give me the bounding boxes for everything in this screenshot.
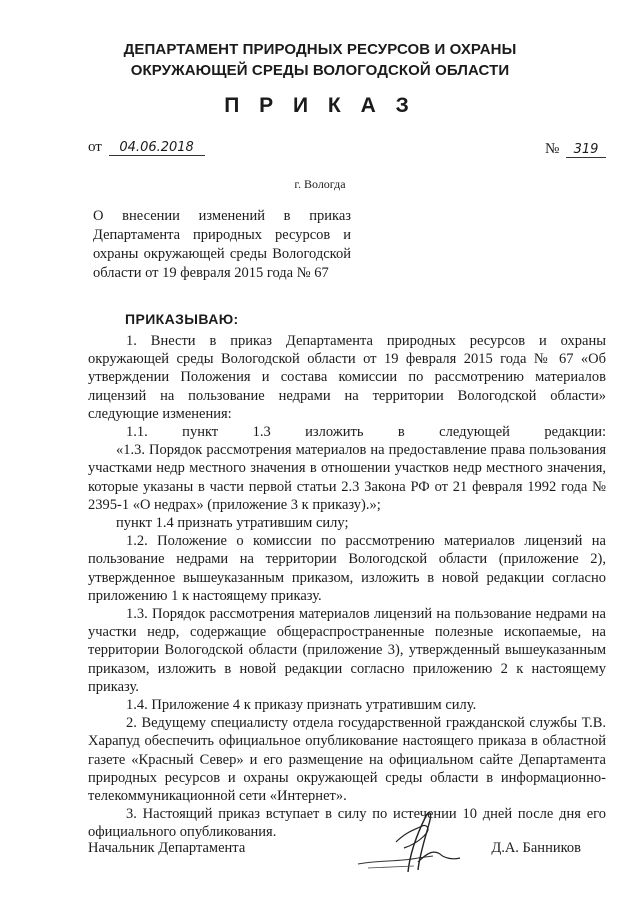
paragraph-1: 1. Внести в приказ Департамента природных ресурсов и охраны окружающей среды Вологодской области от 19 февраля 2015 года № 67 «Об утверждении Положения и состава комиссии по рассмотрению материалов лицензий на пользование недрами на территории Вологодской области» следующие изменения: xyxy=(88,333,606,422)
paragraph-3: 3. Настоящий приказ вступает в силу по истечении 10 дней после дня его официального опубликования. xyxy=(88,806,606,841)
date-prefix: от xyxy=(88,139,102,155)
paragraph-1-3: 1.3. Порядок рассмотрения материалов лицензий на пользование недрами на участки недр, содержащие общераспространенные полезные ископаемые, на территории Вологодской области (приложение 3), утвержденный вышеуказанным приказом, изложить в новой редакции согласно приложению 2 к настоящему приказу. xyxy=(88,606,606,695)
order-body xyxy=(88,332,606,842)
department-header-line1: ДЕПАРТАМЕНТ ПРИРОДНЫХ РЕСУРСОВ И ОХРАНЫ xyxy=(123,41,517,58)
order-date xyxy=(88,139,205,156)
document-type-title: П Р И К А З xyxy=(224,94,416,117)
order-number xyxy=(545,141,606,158)
paragraph-2: 2. Ведущему специалисту отдела государственной гражданской службы Т.В. Харапуд обеспечить официальное опубликование настоящего приказа в областной газете «Красный Север» и его размещение на официальном сайте Департамента природных ресурсов и охраны окружающей среды области в информационно-телекоммуникационной сети «Интернет». xyxy=(88,715,606,805)
signature-block xyxy=(88,840,606,866)
signer-name: Д.А. Банников xyxy=(491,840,581,856)
city-label: г. Вологда xyxy=(294,177,346,191)
handwritten-number: 319 xyxy=(566,142,606,158)
paragraph-1-2: 1.2. Положение о комиссии по рассмотрению материалов лицензий на пользование недрами на территории Вологодской области (приложение 2), утвержденное вышеуказанным приказом, изложить в новой редакции согласно приложению 1 к настоящему приказу. xyxy=(88,533,606,604)
department-header-line2: ОКРУЖАЮЩЕЙ СРЕДЫ ВОЛОГОДСКОЙ ОБЛАСТИ xyxy=(130,62,510,79)
order-subject: О внесении изменений в приказ Департамента природных ресурсов и охраны окружающей среды Вологодской области от 19 февраля 2015 года № 67 xyxy=(93,208,351,281)
paragraph-1-4: 1.4. Приложение 4 к приказу признать утратившим силу. xyxy=(126,697,477,714)
paragraph-1-1-quote: «1.3. Порядок рассмотрения материалов на предоставление права пользования участками недр местного значения в отношении участков недр местного значения, которые указаны в части первой статьи 2.3 Закона РФ от 21 февраля 1992 года № 2395-1 «О недрах» (приложение 3 к приказу).»; xyxy=(88,442,606,513)
paragraph-1-1: 1.1. пункт 1.3 изложить в следующей редакции: xyxy=(126,424,606,441)
signer-position: Начальник Департамента xyxy=(88,840,246,856)
handwritten-date: 04.06.2018 xyxy=(109,140,205,156)
number-prefix: № xyxy=(545,141,560,157)
paragraph-1-4-repeal: пункт 1.4 признать утратившим силу; xyxy=(116,515,349,532)
decree-heading: ПРИКАЗЫВАЮ: xyxy=(125,311,239,327)
